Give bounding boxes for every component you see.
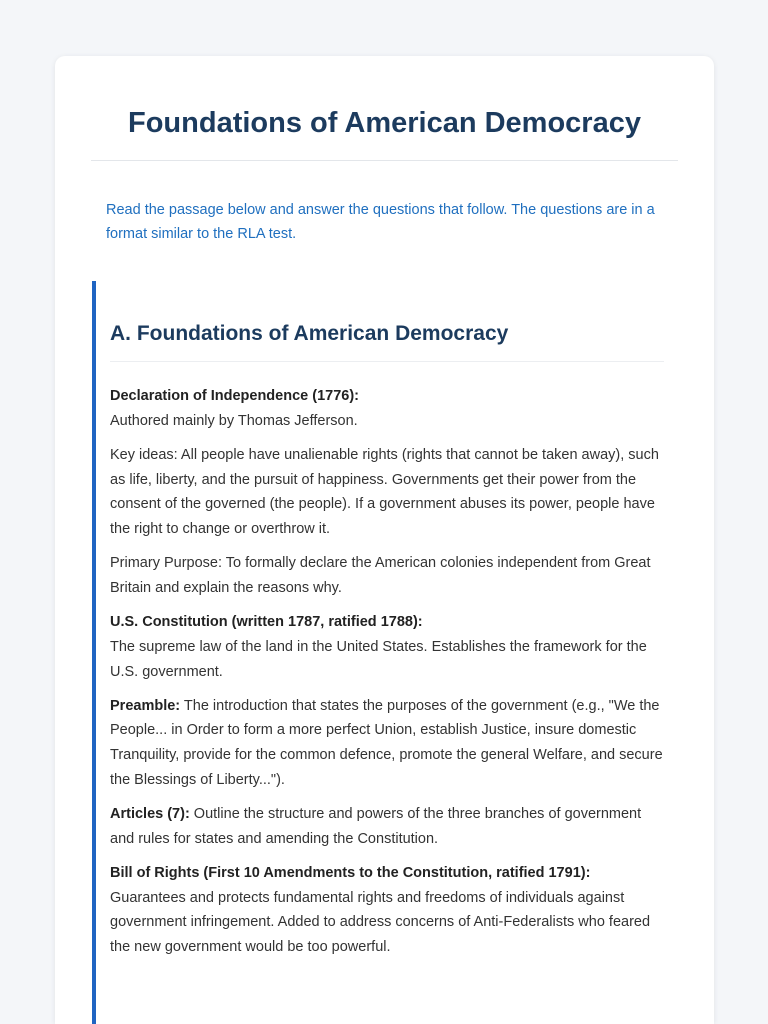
bill-of-rights-label: Bill of Rights (First 10 Amendments to the Constitution, ratified 1791): (110, 864, 591, 881)
preamble-label: Preamble: (110, 697, 181, 714)
articles-text: Outline the structure and powers of the three branches of government and rules for states and amending the Constitution. (110, 806, 642, 847)
preamble-paragraph (110, 694, 666, 793)
articles-label: Articles (7): (110, 806, 190, 823)
declaration-paragraph (110, 384, 666, 433)
passage-body (110, 384, 666, 969)
preamble-text: The introduction that states the purposes of the government (e.g., "We the People... in Order to form a more perfect Union, establish Justice, insure domestic Tranquility, provide for the common defence, promote the general Welfare, and secure the Blessings of Liberty..."). (110, 697, 663, 788)
declaration-author: Authored mainly by Thomas Jefferson. (110, 412, 358, 429)
passage-section (92, 281, 682, 1024)
constitution-label: U.S. Constitution (written 1787, ratified 1788): (110, 614, 423, 631)
section-divider (110, 361, 664, 362)
articles-paragraph (110, 802, 666, 851)
page-title: Foundations of American Democracy (128, 107, 641, 139)
constitution-description: The supreme law of the land in the United States. Establishes the framework for the U.S. government. (110, 638, 647, 680)
declaration-label: Declaration of Independence (1776): (110, 388, 359, 404)
content-card (55, 56, 714, 1024)
bill-of-rights-text: Guarantees and protects fundamental rights and freedoms of individuals against government infringement. Added to address concerns of Anti-Federalists who feared the new government would be too powerful. (110, 889, 651, 956)
declaration-key-ideas: Key ideas: All people have unalienable rights (rights that cannot be taken away), such as life, liberty, and the pursuit of happiness. Governments get their power from the consent of the governed (the people). If a government abuses its power, people have the right to change or overthrow it. (110, 446, 659, 538)
bill-of-rights-paragraph (110, 861, 666, 960)
constitution-paragraph (110, 610, 666, 684)
declaration-purpose: Primary Purpose: To formally declare the American colonies independent from Great Britain and explain the reasons why. (110, 555, 651, 596)
title-divider (91, 160, 678, 161)
section-heading: A. Foundations of American Democracy (110, 322, 509, 345)
intro-text: Read the passage below and answer the questions that follow. The questions are in a format similar to the RLA test. (106, 202, 655, 242)
